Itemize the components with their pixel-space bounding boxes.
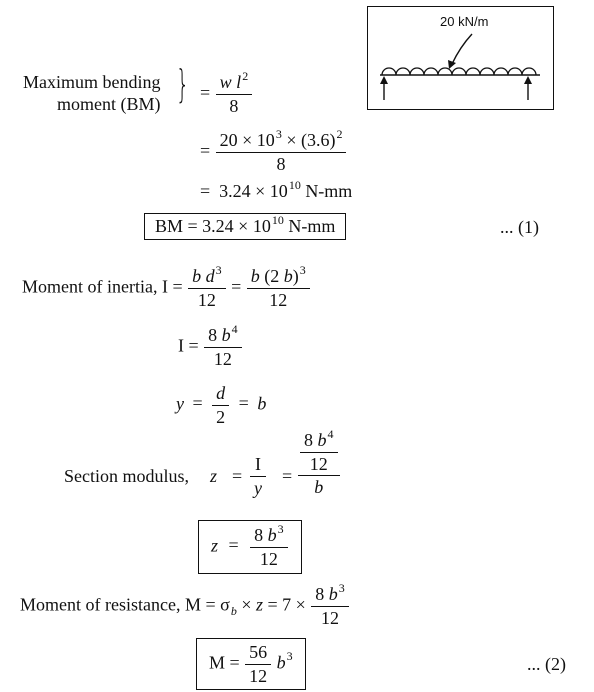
fraction-numeric — [218, 127, 345, 174]
equals-sign-2: = — [282, 466, 293, 486]
equals-seven-times: = 7 × — [262, 594, 306, 615]
unit: N-mm — [283, 216, 336, 236]
var-b: b — [192, 266, 202, 286]
var-b: b — [276, 652, 286, 673]
num-part-a: 20 × 10 — [219, 130, 275, 150]
equals-sign: = — [231, 276, 242, 297]
bm-eq-line1 — [200, 69, 253, 116]
bm-eq-line2 — [200, 127, 347, 174]
paren-close: ) — [292, 266, 299, 286]
bm-eq-line3 — [200, 178, 353, 202]
coefficient: 8 — [315, 584, 329, 604]
value-part-a: 3.24 × 10 — [219, 181, 288, 201]
paren-open: (2 — [259, 266, 284, 286]
denominator: 2 — [212, 405, 229, 428]
numerator: d — [216, 383, 226, 403]
bm-label-line1: Maximum bending — [23, 72, 161, 92]
bm-label-line2: moment (BM) — [57, 94, 161, 114]
resistance-line — [20, 581, 350, 628]
exponent: 3 — [299, 263, 306, 277]
var-b: b — [317, 430, 327, 450]
exponent: 10 — [271, 213, 284, 227]
var-w: w — [219, 72, 232, 92]
var-b: b — [328, 584, 338, 604]
num-part-b: × (3.6) — [281, 130, 336, 150]
denominator: 12 — [188, 288, 226, 311]
coefficient: 8 — [208, 325, 222, 345]
exponent: 3 — [338, 581, 345, 595]
y-equation — [176, 383, 266, 427]
equation-tag-1: ... (1) — [500, 217, 539, 237]
denominator: 12 — [245, 664, 271, 687]
fraction-wl2-over-8 — [218, 69, 251, 116]
var-z: z — [210, 466, 218, 486]
inertia-label: Moment of inertia, I = — [22, 276, 183, 297]
exponent: 10 — [288, 178, 301, 192]
inertia-simplified — [178, 322, 243, 369]
numerator: I — [255, 454, 261, 474]
sigma-subscript: b — [230, 604, 237, 619]
brace-symbol: } — [176, 62, 190, 106]
denominator: 12 — [247, 288, 310, 311]
equals-sign: = — [200, 82, 211, 103]
var-b-2: b — [283, 266, 293, 286]
var-z: z — [255, 594, 263, 615]
equals-sign: = — [200, 181, 211, 201]
beam-figure — [368, 7, 553, 109]
denominator: 12 — [311, 606, 349, 629]
denominator: 12 — [250, 547, 288, 570]
exponent: 4 — [327, 427, 334, 441]
var-b: b — [267, 525, 277, 545]
m-result-box — [196, 638, 306, 690]
M-label: M = — [209, 652, 240, 673]
var-b: b — [221, 325, 231, 345]
fraction-I-over-y — [252, 454, 264, 498]
denominator: y — [250, 476, 266, 499]
fraction-bd3-over-12 — [190, 263, 224, 310]
bm-result-text: BM = 3.24 × 10 — [155, 216, 271, 236]
exponent: 3 — [286, 649, 293, 664]
exponent: 3 — [277, 522, 284, 536]
exponent: 4 — [231, 322, 238, 336]
unit: N-mm — [300, 181, 353, 201]
denominator: 8 — [216, 152, 347, 175]
section-modulus-label: Section modulus, — [64, 466, 189, 486]
exponent-2: 2 — [336, 127, 343, 141]
denominator: 8 — [216, 94, 253, 117]
inner-fraction — [302, 427, 336, 474]
equals-sign: = — [228, 535, 239, 556]
var-z: z — [211, 535, 219, 556]
var-y: y — [176, 393, 184, 414]
denominator: b — [298, 475, 340, 498]
equals-sign-2: = — [238, 393, 249, 414]
var-b: b — [250, 266, 260, 286]
numerator: 56 — [249, 642, 268, 662]
load-label: 20 kN/m — [440, 14, 489, 29]
equals-sign: = — [232, 466, 243, 486]
var-l: l — [236, 72, 242, 92]
fraction-56-over-12 — [247, 642, 269, 686]
bm-label — [20, 62, 220, 122]
resistance-label: Moment of resistance, M = σ — [20, 594, 230, 615]
denominator: 12 — [204, 347, 242, 370]
times-sign: × — [236, 594, 256, 615]
equation-tag-2: ... (2) — [527, 654, 566, 674]
bm-result-box — [144, 213, 346, 240]
var-d: d — [201, 266, 215, 286]
fraction-d-over-2 — [214, 383, 227, 427]
inertia-line — [22, 263, 311, 310]
equals-sign: = — [200, 140, 211, 161]
exponent-1: 3 — [275, 127, 282, 141]
fraction-b2b3-over-12 — [249, 263, 308, 310]
I-label: I = — [178, 335, 199, 356]
fraction-8b3-over-12 — [252, 522, 286, 569]
inner-denominator: 12 — [300, 452, 338, 475]
fraction-8b3-over-12 — [313, 581, 347, 628]
equals-sign: = — [192, 393, 203, 414]
coefficient: 8 — [304, 430, 318, 450]
exponent: 2 — [242, 69, 249, 83]
exponent: 3 — [215, 263, 222, 277]
fraction-8b4-over-12 — [206, 322, 240, 369]
z-result-box — [198, 520, 302, 574]
coefficient: 8 — [254, 525, 268, 545]
fraction-compound — [300, 427, 338, 498]
beam-diagram — [367, 6, 554, 110]
var-b: b — [257, 393, 267, 414]
